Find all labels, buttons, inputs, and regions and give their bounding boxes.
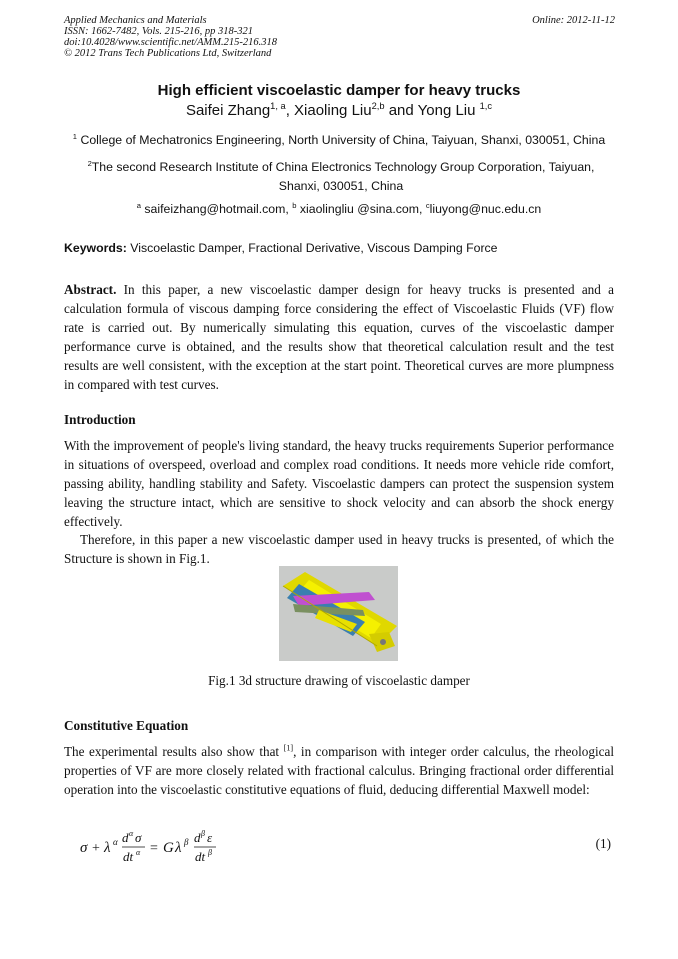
abstract-text: In this paper, a new viscoelastic damper design for heavy trucks is presented and a calculation formula of viscous damping force considering the effect of Viscoelastic Fluids (VF) flow rate is carried out. By numerically simulating this equation, curves of the viscoelastic damper performance curve is obtained, and the results show that theoretical calculation result and the test results are well consistent, with the exception at the start point. Theoretical curves are more plumpness in compared with test curves. — [64, 282, 614, 392]
svg-text:β: β — [184, 837, 189, 847]
svg-text:ε: ε — [207, 830, 213, 845]
online-date: Online: 2012-11-12 — [532, 15, 615, 26]
email-superscript: c — [425, 200, 430, 210]
fractional-maxwell-equation — [80, 826, 250, 868]
svg-text:d: d — [194, 830, 201, 845]
constitutive-text-after: , in comparison with integer order calculus, the rheological properties of VF are more closely related with fractional calculus. Bringing fractional order differential operation into the viscoelastic constitutive equations of fluid, deducing differential Maxwell model: — [64, 744, 614, 797]
email-superscript: b — [292, 200, 297, 210]
affiliation-2 — [76, 158, 606, 196]
svg-text:G: G — [163, 840, 174, 856]
equation-number: (1) — [595, 836, 611, 851]
figure-caption: Fig.1 3d structure drawing of viscoelastic damper — [208, 673, 470, 688]
affiliation-text: College of Mechatronics Engineering, North University of China, Taiyuan, Shanxi, 030051, China — [77, 133, 606, 147]
author-separator: and — [384, 102, 418, 119]
email-list — [0, 202, 678, 216]
copyright-line: © 2012 Trans Tech Publications Ltd, Switzerland — [64, 48, 272, 59]
svg-text:λ: λ — [104, 840, 111, 856]
introduction-paragraph-2: Therefore, in this paper a new viscoelastic damper used in heavy trucks is presented, of which the Structure is shown in Fig.1. — [64, 532, 614, 566]
constitutive-paragraph — [64, 742, 614, 799]
author-superscript: 1, a — [270, 101, 286, 111]
introduction-paragraph-1: With the improvement of people's living standard, the heavy trucks requirements Superior performance in situations of overspeed, overload and complex road conditions. It needs more vehicle ride comfort, passing ability, handling stability and Safety. Viscoelastic dampers can protect the suspension system leaving the structure intact, which are sensitive to shock velocity and can absorb the shock energy effectively. — [64, 438, 614, 529]
svg-text:=: = — [150, 841, 158, 856]
svg-text:α: α — [129, 829, 134, 838]
svg-text:α: α — [113, 837, 118, 847]
introduction-heading: Introduction — [64, 412, 136, 427]
affiliation-superscript: 2 — [87, 158, 92, 168]
keywords-text: Viscoelastic Damper, Fractional Derivative, Viscous Damping Force — [126, 241, 498, 255]
svg-text:+: + — [92, 841, 100, 856]
paper-title: High efficient viscoelastic damper for heavy trucks — [157, 82, 521, 99]
svg-text:σ: σ — [80, 840, 88, 856]
email-superscript: a — [136, 200, 141, 210]
author-name: Saifei Zhang — [185, 102, 271, 119]
svg-text:β: β — [201, 829, 205, 838]
email-link: saifeizhang@hotmail.com, — [140, 202, 293, 216]
issn-line: ISSN: 1662-7482, Vols. 215-216, pp 318-321 — [64, 26, 253, 37]
affiliation-1 — [0, 133, 678, 147]
svg-text:dt: dt — [195, 849, 206, 864]
author-name: Xiaoling Liu — [294, 102, 372, 119]
svg-text:d: d — [122, 830, 129, 845]
journal-meta — [64, 15, 277, 59]
svg-text:α: α — [136, 848, 141, 857]
damper-3d-figure — [279, 566, 398, 661]
email-link: liuyong@nuc.edu.cn — [429, 202, 542, 216]
svg-text:λ: λ — [175, 840, 182, 856]
constitutive-heading: Constitutive Equation — [64, 718, 189, 733]
svg-text:β: β — [208, 848, 212, 857]
keywords — [64, 241, 614, 255]
email-link: xiaolingliu @sina.com, — [296, 202, 426, 216]
abstract-label: Abstract. — [64, 282, 117, 297]
doi-line: doi:10.4028/www.scientific.net/AMM.215-216.318 — [64, 37, 277, 48]
affiliation-text: The second Research Institute of China Electronics Technology Group Corporation, Taiyuan, Shanxi, 030051, China — [91, 160, 595, 193]
abstract — [64, 280, 614, 394]
affiliation-superscript: 1 — [72, 131, 78, 141]
journal-name: Applied Mechanics and Materials — [64, 15, 207, 26]
damper-drawing — [279, 566, 398, 661]
svg-text:dt: dt — [123, 849, 134, 864]
author-list — [0, 102, 678, 119]
citation-reference: [1] — [283, 743, 294, 753]
constitutive-text-before: The experimental results also show that — [64, 744, 284, 759]
equation-1 — [80, 826, 250, 873]
author-superscript: 2,b — [371, 101, 385, 111]
author-separator: , — [285, 102, 295, 119]
svg-text:σ: σ — [135, 830, 142, 845]
author-superscript: 1,c — [479, 101, 493, 111]
keywords-label: Keywords: — [64, 241, 127, 255]
author-name: Yong Liu — [417, 102, 480, 119]
